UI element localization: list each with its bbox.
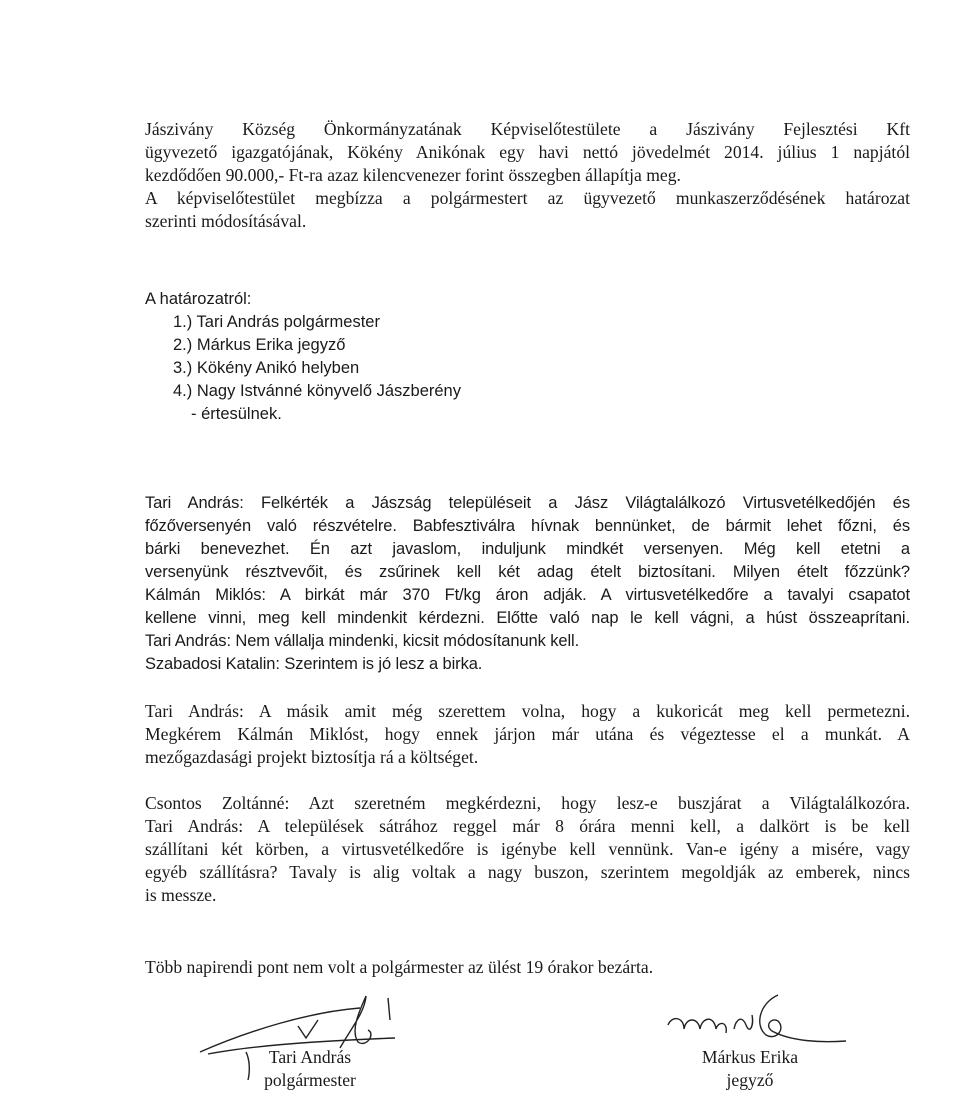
addressee-item: 2.) Márkus Erika jegyző (173, 336, 346, 354)
text-line: főzőversenyén való részvételre. Babfesztiválra hívnak bennünket, de bármit lehet főzni, és (145, 517, 910, 535)
text-line: Kálmán Miklós: A birkát már 370 Ft/kg áron adják. A virtusvetélkedőre a tavalyi csapatot (145, 586, 910, 604)
addressee-item: 3.) Kökény Anikó helyben (173, 359, 360, 377)
discussion-paragraph (145, 792, 910, 907)
text-line: is messze. (145, 885, 217, 905)
closing-sentence (145, 956, 910, 979)
addressee-item: 4.) Nagy Istvánné könyvelő Jászberény (173, 382, 461, 400)
text-line: Jászivány Község Önkormányzatának Képviselőtestülete a Jászivány Fejlesztési Kft (145, 119, 910, 139)
text-line: A képviselőtestület megbízza a polgármestert az ügyvezető munkaszerződésének határozat (145, 188, 910, 208)
text-line: kezdődően 90.000,- Ft-ra azaz kilencvenezer forint összegben állapítja meg. (145, 165, 681, 185)
addressee-item: 1.) Tari András polgármester (173, 313, 380, 331)
discussion-paragraph (145, 700, 910, 769)
signature-block-right (670, 1046, 830, 1092)
text-line: Tari András: A települések sátrához reggel már 8 órára menni kell, a dalkört is be kell (145, 816, 910, 836)
text-line: szállítani két körben, a virtusvetélkedőre is igénybe kell vennünk. Van-e igény a misére, vagy (145, 839, 910, 859)
signature-scribble-right (650, 985, 850, 1055)
signatory-name: Tari András (268, 1047, 352, 1067)
text-line: Csontos Zoltánné: Azt szeretném megkérdezni, hogy lesz-e buszjárat a Világtalálkozóra. (145, 793, 910, 813)
text-line: Több napirendi pont nem volt a polgármester az ülést 19 órakor bezárta. (145, 957, 654, 977)
text-line: ügyvezető igazgatójának, Kökény Anikónak egy havi nettó jövedelmét 2014. július 1 napjától (145, 142, 910, 162)
text-line: Tari András: A másik amit még szerettem volna, hogy a kukoricát meg kell permetezni. (145, 701, 910, 721)
signature-block-left (230, 1046, 390, 1092)
signatory-name: Márkus Erika (701, 1047, 799, 1067)
text-line: Szabadosi Katalin: Szerintem is jó lesz a birka. (145, 655, 483, 673)
text-line: versenyünk résztvevőit, és zsűrinek kell két adag ételt biztosítani. Milyen ételt főzzünk? (145, 563, 910, 581)
addressee-note: - értesülnek. (191, 405, 282, 423)
text-line: kellene vinni, meg kell mindenkit kérdezni. Előtte való nap le kell vágni, a húst összeaprítani. (145, 609, 910, 627)
text-line: mezőgazdasági projekt biztosítja rá a költséget. (145, 747, 479, 767)
text-line: Megkérem Kálmán Miklóst, hogy ennek járjon már utána és végeztesse el a munkát. A (145, 724, 910, 744)
text-line: szerinti módosításával. (145, 211, 307, 231)
signatory-title: jegyző (726, 1070, 774, 1090)
text-line: Tari András: Nem vállalja mindenki, kicsit módosítanunk kell. (145, 632, 580, 650)
addressee-heading: A határozatról: (145, 290, 252, 308)
text-line: Tari András: Felkérték a Jászság településeit a Jász Világtalálkozó Virtusvetélkedőjén és (145, 494, 910, 512)
text-line: egyéb szállításra? Tavaly is alig voltak a nagy buszon, szerintem megoldják az emberek, nincs (145, 862, 910, 882)
resolution-paragraph (145, 118, 910, 233)
text-line: bárki benevezhet. Én azt javaslom, induljunk mindkét versenyen. Még kell etetni a (145, 540, 910, 558)
signatory-title: polgármester (264, 1070, 356, 1090)
addressee-list (145, 288, 745, 426)
discussion-paragraph (145, 492, 910, 676)
